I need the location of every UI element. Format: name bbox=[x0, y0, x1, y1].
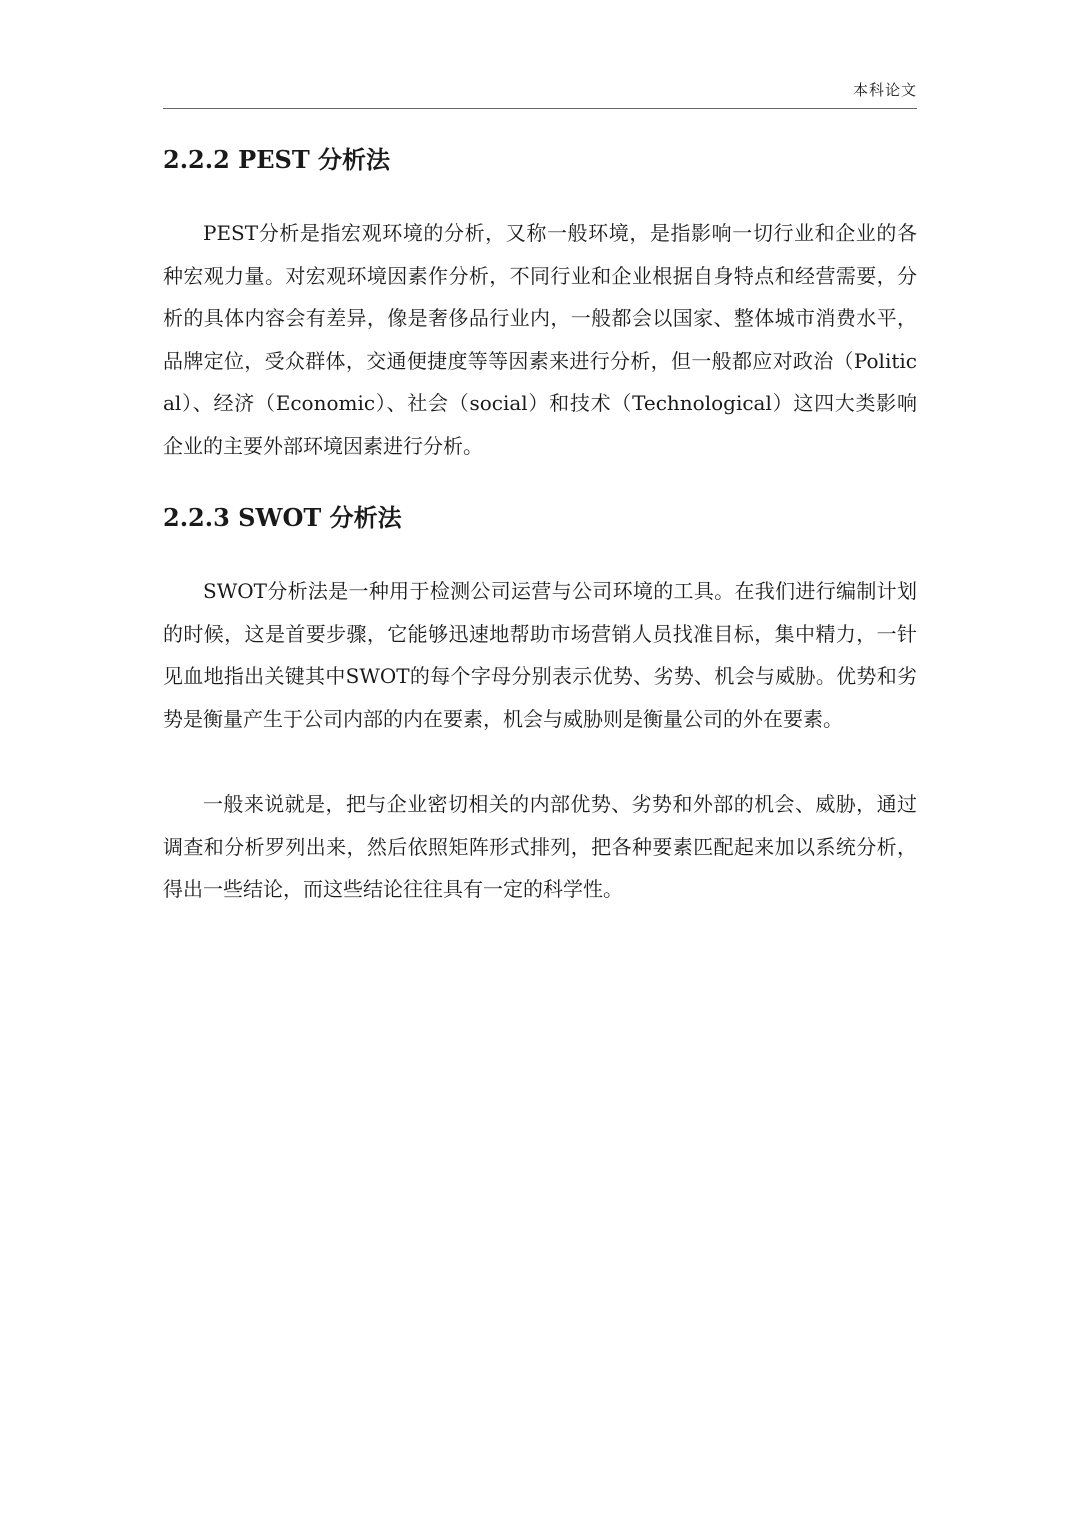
pest-paragraph: PEST分析是指宏观环境的分析，又称一般环境，是指影响一切行业和企业的各种宏观力量。对宏观环境因素作分析，不同行业和企业根据自身特点和经营需要，分析的具体内容会有差异，像是奢侈品行业内，一般都会以国家、整体城市消费水平，品牌定位，受众群体，交通便捷度等等因素来进行分析，但一般都应对政治（Political）、经济（Economic）、社会（social）和技术（Technological）这四大类影响企业的主要外部环境因素进行分析。 bbox=[163, 221, 917, 458]
section-heading-pest: 2.2.2 PEST 分析法 bbox=[163, 145, 391, 174]
running-header-title: 本科论文 bbox=[852, 81, 917, 99]
section-heading-swot: 2.2.3 SWOT 分析法 bbox=[163, 503, 402, 532]
swot-paragraph-2: 一般来说就是，把与企业密切相关的内部优势、劣势和外部的机会、威胁，通过调查和分析罗列出来，然后依照矩阵形式排列，把各种要素匹配起来加以系统分析，得出一些结论，而这些结论往往具有一定的科学性。 bbox=[163, 792, 917, 901]
swot-paragraph-1: SWOT分析法是一种用于检测公司运营与公司环境的工具。在我们进行编制计划的时候，这是首要步骤，它能够迅速地帮助市场营销人员找准目标，集中精力，一针见血地指出关键其中SWOT的每个字母分别表示优势、劣势、机会与威胁。优势和劣势是衡量产生于公司内部的内在要素，机会与威胁则是衡量公司的外在要素。 bbox=[163, 579, 917, 731]
header-rule bbox=[163, 108, 917, 109]
